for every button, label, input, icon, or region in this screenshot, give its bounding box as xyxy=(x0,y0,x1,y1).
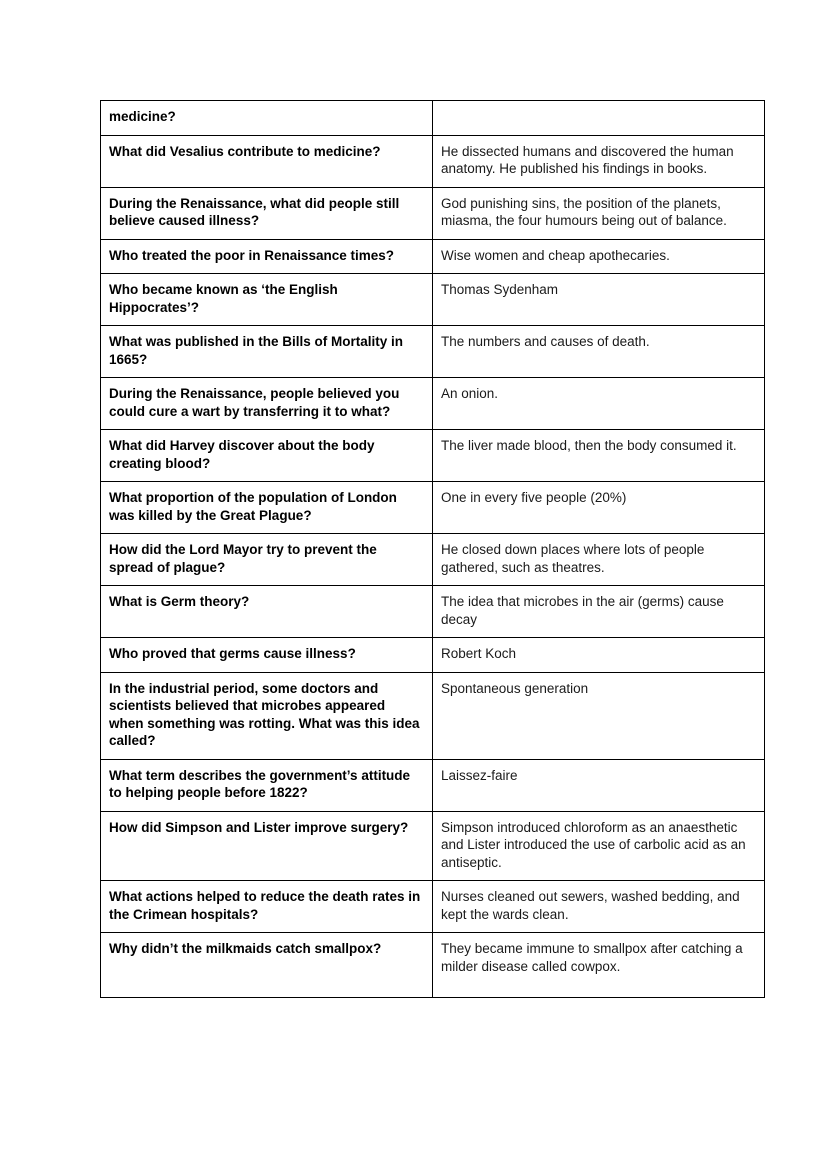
answer-cell: One in every five people (20%) xyxy=(433,482,765,534)
qa-table-body xyxy=(101,101,765,998)
table-row xyxy=(101,881,765,933)
table-row xyxy=(101,586,765,638)
answer-cell: Simpson introduced chloroform as an anaesthetic and Lister introduced the use of carbolic acid as an antiseptic. xyxy=(433,811,765,881)
question-cell: What did Vesalius contribute to medicine? xyxy=(101,135,433,187)
answer-cell: He closed down places where lots of people gathered, such as theatres. xyxy=(433,534,765,586)
table-row xyxy=(101,811,765,881)
answer-cell: The numbers and causes of death. xyxy=(433,326,765,378)
table-row xyxy=(101,482,765,534)
answer-cell: The idea that microbes in the air (germs) cause decay xyxy=(433,586,765,638)
question-cell: What did Harvey discover about the body creating blood? xyxy=(101,430,433,482)
table-row xyxy=(101,672,765,759)
question-cell: Why didn’t the milkmaids catch smallpox? xyxy=(101,933,433,998)
table-row xyxy=(101,239,765,274)
answer-cell: He dissected humans and discovered the human anatomy. He published his findings in books. xyxy=(433,135,765,187)
answer-cell: An onion. xyxy=(433,378,765,430)
table-row xyxy=(101,101,765,136)
answer-cell: God punishing sins, the position of the planets, miasma, the four humours being out of balance. xyxy=(433,187,765,239)
question-cell: How did the Lord Mayor try to prevent the spread of plague? xyxy=(101,534,433,586)
question-cell: What is Germ theory? xyxy=(101,586,433,638)
question-cell: During the Renaissance, people believed you could cure a wart by transferring it to what? xyxy=(101,378,433,430)
question-cell: What term describes the government’s attitude to helping people before 1822? xyxy=(101,759,433,811)
question-cell: medicine? xyxy=(101,101,433,136)
table-row xyxy=(101,638,765,673)
question-cell: Who proved that germs cause illness? xyxy=(101,638,433,673)
answer-cell xyxy=(433,101,765,136)
answer-cell: Thomas Sydenham xyxy=(433,274,765,326)
question-cell: In the industrial period, some doctors and scientists believed that microbes appeared when something was rotting. What was this idea called? xyxy=(101,672,433,759)
answer-cell: They became immune to smallpox after catching a milder disease called cowpox. xyxy=(433,933,765,998)
table-row xyxy=(101,430,765,482)
answer-cell: Laissez-faire xyxy=(433,759,765,811)
table-row xyxy=(101,933,765,998)
answer-cell: The liver made blood, then the body consumed it. xyxy=(433,430,765,482)
question-cell: What proportion of the population of London was killed by the Great Plague? xyxy=(101,482,433,534)
table-row xyxy=(101,378,765,430)
table-row xyxy=(101,326,765,378)
table-row xyxy=(101,274,765,326)
table-row xyxy=(101,534,765,586)
answer-cell: Robert Koch xyxy=(433,638,765,673)
table-row xyxy=(101,135,765,187)
question-cell: How did Simpson and Lister improve surgery? xyxy=(101,811,433,881)
table-row xyxy=(101,187,765,239)
answer-cell: Spontaneous generation xyxy=(433,672,765,759)
question-cell: What was published in the Bills of Mortality in 1665? xyxy=(101,326,433,378)
table-row xyxy=(101,759,765,811)
question-cell: Who treated the poor in Renaissance times? xyxy=(101,239,433,274)
answer-cell: Nurses cleaned out sewers, washed bedding, and kept the wards clean. xyxy=(433,881,765,933)
qa-table xyxy=(100,100,765,998)
question-cell: During the Renaissance, what did people still believe caused illness? xyxy=(101,187,433,239)
answer-cell: Wise women and cheap apothecaries. xyxy=(433,239,765,274)
question-cell: What actions helped to reduce the death rates in the Crimean hospitals? xyxy=(101,881,433,933)
question-cell: Who became known as ‘the English Hippocrates’? xyxy=(101,274,433,326)
